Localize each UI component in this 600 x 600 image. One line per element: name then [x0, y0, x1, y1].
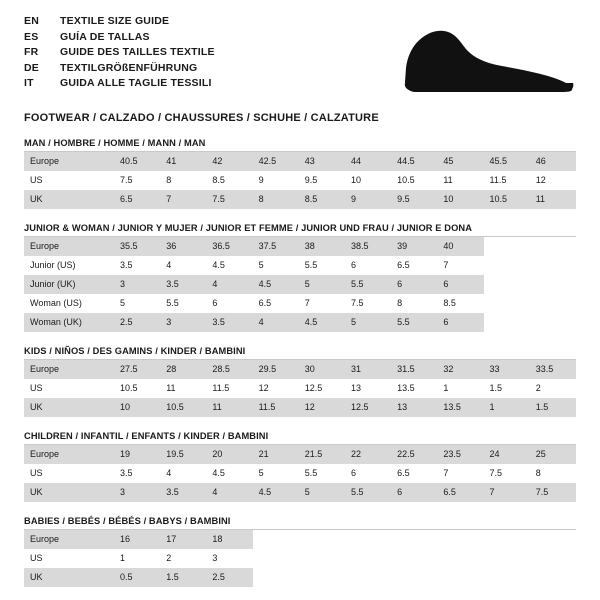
row-label: Europe — [24, 360, 114, 379]
size-cell: 5 — [253, 464, 299, 483]
size-cell — [484, 294, 530, 313]
size-cell: 21.5 — [299, 445, 345, 464]
size-cell: 31 — [345, 360, 391, 379]
size-table — [24, 445, 576, 502]
size-cell: 4.5 — [206, 256, 252, 275]
size-cell: 3.5 — [114, 464, 160, 483]
table-row — [24, 398, 576, 417]
size-cell: 7.5 — [114, 171, 160, 190]
table-row — [24, 568, 576, 587]
size-cell: 36 — [160, 237, 206, 256]
table-row — [24, 549, 576, 568]
row-label: Junior (US) — [24, 256, 114, 275]
row-label: UK — [24, 398, 114, 417]
size-cell: 16 — [114, 530, 160, 549]
size-cell: 7 — [160, 190, 206, 209]
size-cell: 43 — [299, 152, 345, 171]
size-cell: 23.5 — [437, 445, 483, 464]
size-cell — [391, 530, 437, 549]
table-row — [24, 379, 576, 398]
size-group-title: CHILDREN / INFANTIL / ENFANTS / KINDER / BAMBINI — [24, 431, 576, 445]
size-tables — [0, 138, 600, 587]
size-cell: 37.5 — [253, 237, 299, 256]
size-cell: 13 — [391, 398, 437, 417]
row-label: Europe — [24, 445, 114, 464]
size-cell: 35.5 — [114, 237, 160, 256]
size-group-title: KIDS / NIÑOS / DES GAMINS / KINDER / BAMBINI — [24, 346, 576, 360]
size-cell: 3.5 — [114, 256, 160, 275]
size-cell: 8.5 — [299, 190, 345, 209]
size-cell: 1.5 — [484, 379, 530, 398]
size-cell: 28 — [160, 360, 206, 379]
size-cell: 8.5 — [206, 171, 252, 190]
size-cell: 5.5 — [345, 483, 391, 502]
table-row — [24, 237, 576, 256]
size-cell — [253, 530, 299, 549]
size-cell: 4 — [160, 464, 206, 483]
size-cell — [299, 549, 345, 568]
table-row — [24, 294, 576, 313]
size-cell — [484, 549, 530, 568]
size-cell: 2.5 — [114, 313, 160, 332]
size-cell: 6.5 — [114, 190, 160, 209]
size-cell — [391, 568, 437, 587]
size-group — [24, 138, 576, 209]
language-row — [24, 30, 215, 46]
size-cell: 6 — [391, 483, 437, 502]
size-cell — [437, 568, 483, 587]
table-row — [24, 171, 576, 190]
size-cell: 42.5 — [253, 152, 299, 171]
language-row — [24, 45, 215, 61]
size-cell — [530, 294, 576, 313]
size-cell: 27.5 — [114, 360, 160, 379]
size-cell: 7.5 — [530, 483, 576, 502]
size-cell: 6 — [206, 294, 252, 313]
size-cell: 3 — [206, 549, 252, 568]
size-cell: 4.5 — [206, 464, 252, 483]
size-cell: 13.5 — [437, 398, 483, 417]
size-cell: 6.5 — [437, 483, 483, 502]
size-cell: 4.5 — [253, 275, 299, 294]
size-cell: 11 — [530, 190, 576, 209]
size-cell — [530, 568, 576, 587]
row-label: US — [24, 171, 114, 190]
size-cell — [345, 530, 391, 549]
row-label: US — [24, 464, 114, 483]
size-cell: 9 — [253, 171, 299, 190]
table-row — [24, 313, 576, 332]
size-cell — [345, 549, 391, 568]
size-cell: 33.5 — [530, 360, 576, 379]
size-cell: 17 — [160, 530, 206, 549]
size-cell: 4 — [206, 275, 252, 294]
row-label: Europe — [24, 152, 114, 171]
size-cell: 1.5 — [530, 398, 576, 417]
row-label: UK — [24, 568, 114, 587]
size-cell — [253, 568, 299, 587]
page-title: FOOTWEAR / CALZADO / CHAUSSURES / SCHUHE / CALZATURE — [24, 112, 379, 124]
size-cell: 44 — [345, 152, 391, 171]
size-cell: 8 — [253, 190, 299, 209]
size-cell: 38 — [299, 237, 345, 256]
size-cell: 1 — [114, 549, 160, 568]
row-label: Woman (US) — [24, 294, 114, 313]
size-cell: 4.5 — [253, 483, 299, 502]
size-cell: 19.5 — [160, 445, 206, 464]
size-cell: 32 — [437, 360, 483, 379]
size-cell: 12.5 — [345, 398, 391, 417]
row-label: Europe — [24, 530, 114, 549]
size-cell — [484, 237, 530, 256]
size-cell: 11 — [160, 379, 206, 398]
size-cell: 6 — [345, 256, 391, 275]
language-title-list — [24, 14, 215, 92]
size-cell — [530, 256, 576, 275]
size-cell: 7 — [437, 256, 483, 275]
size-cell: 5.5 — [160, 294, 206, 313]
size-cell: 5.5 — [391, 313, 437, 332]
row-label: Europe — [24, 237, 114, 256]
size-cell: 6 — [437, 275, 483, 294]
size-cell: 4 — [160, 256, 206, 275]
language-code: ES — [24, 30, 39, 43]
size-cell: 28.5 — [206, 360, 252, 379]
table-row — [24, 275, 576, 294]
size-cell — [530, 549, 576, 568]
size-cell: 45 — [437, 152, 483, 171]
size-cell — [391, 549, 437, 568]
size-cell: 18 — [206, 530, 252, 549]
size-group-title: JUNIOR & WOMAN / JUNIOR Y MUJER / JUNIOR ET FEMME / JUNIOR UND FRAU / JUNIOR E DONA — [24, 223, 576, 237]
size-cell: 40 — [437, 237, 483, 256]
table-row — [24, 483, 576, 502]
table-row — [24, 445, 576, 464]
size-cell: 11 — [206, 398, 252, 417]
language-title: TEXTILE SIZE GUIDE — [60, 15, 170, 27]
size-cell: 25 — [530, 445, 576, 464]
size-cell — [253, 549, 299, 568]
size-cell: 31.5 — [391, 360, 437, 379]
size-cell: 6 — [437, 313, 483, 332]
row-label: UK — [24, 190, 114, 209]
row-label: UK — [24, 483, 114, 502]
size-cell: 1 — [437, 379, 483, 398]
size-cell: 10.5 — [484, 190, 530, 209]
size-cell — [437, 530, 483, 549]
size-cell: 5.5 — [299, 256, 345, 275]
size-cell: 36.5 — [206, 237, 252, 256]
size-cell — [484, 313, 530, 332]
language-code: IT — [24, 77, 34, 89]
size-group — [24, 346, 576, 417]
size-cell: 30 — [299, 360, 345, 379]
table-row — [24, 530, 576, 549]
size-cell: 2 — [160, 549, 206, 568]
size-cell — [530, 275, 576, 294]
size-cell — [299, 530, 345, 549]
size-table — [24, 530, 576, 587]
size-cell: 20 — [206, 445, 252, 464]
size-cell: 4 — [253, 313, 299, 332]
size-cell: 8 — [391, 294, 437, 313]
size-cell: 1 — [484, 398, 530, 417]
size-table — [24, 152, 576, 209]
size-cell: 2.5 — [206, 568, 252, 587]
size-cell: 11 — [437, 171, 483, 190]
size-cell: 3.5 — [206, 313, 252, 332]
size-cell — [530, 313, 576, 332]
size-cell: 7.5 — [484, 464, 530, 483]
language-title: GUÍA DE TALLAS — [60, 30, 150, 43]
size-cell: 6.5 — [253, 294, 299, 313]
language-title: GUIDA ALLE TAGLIE TESSILI — [60, 77, 212, 89]
size-cell: 5.5 — [345, 275, 391, 294]
size-cell: 24 — [484, 445, 530, 464]
size-cell: 6.5 — [391, 464, 437, 483]
size-cell: 33 — [484, 360, 530, 379]
size-cell: 7.5 — [345, 294, 391, 313]
table-row — [24, 256, 576, 275]
row-label: Junior (UK) — [24, 275, 114, 294]
language-row — [24, 61, 215, 77]
size-cell: 41 — [160, 152, 206, 171]
table-row — [24, 464, 576, 483]
size-cell: 11.5 — [484, 171, 530, 190]
size-cell: 39 — [391, 237, 437, 256]
size-cell — [345, 568, 391, 587]
size-cell — [299, 568, 345, 587]
size-cell: 4.5 — [299, 313, 345, 332]
size-cell: 0.5 — [114, 568, 160, 587]
size-cell: 38.5 — [345, 237, 391, 256]
size-group-title: BABIES / BEBÉS / BÉBÉS / BABYS / BAMBINI — [24, 516, 576, 530]
page-header — [0, 0, 600, 104]
size-cell: 11.5 — [253, 398, 299, 417]
size-cell: 7 — [484, 483, 530, 502]
language-code: FR — [24, 46, 39, 58]
language-row — [24, 14, 215, 30]
size-cell: 10 — [437, 190, 483, 209]
size-cell — [530, 530, 576, 549]
table-row — [24, 152, 576, 171]
size-cell: 6 — [391, 275, 437, 294]
language-row — [24, 76, 215, 92]
size-cell: 4 — [206, 483, 252, 502]
size-cell: 19 — [114, 445, 160, 464]
size-cell: 9.5 — [299, 171, 345, 190]
size-cell: 5 — [114, 294, 160, 313]
size-cell: 10 — [345, 171, 391, 190]
table-row — [24, 360, 576, 379]
size-cell: 21 — [253, 445, 299, 464]
size-cell: 44.5 — [391, 152, 437, 171]
size-cell: 3 — [160, 313, 206, 332]
language-code: EN — [24, 15, 39, 27]
size-cell: 8 — [160, 171, 206, 190]
size-table — [24, 360, 576, 417]
size-cell: 3 — [114, 275, 160, 294]
size-cell: 2 — [530, 379, 576, 398]
size-cell — [530, 237, 576, 256]
size-cell: 1.5 — [160, 568, 206, 587]
size-cell: 6 — [345, 464, 391, 483]
size-cell — [484, 275, 530, 294]
size-cell: 12 — [299, 398, 345, 417]
dress-shoe-icon — [398, 22, 578, 98]
size-cell: 9.5 — [391, 190, 437, 209]
size-cell: 9 — [345, 190, 391, 209]
size-cell: 11.5 — [206, 379, 252, 398]
size-cell: 7 — [299, 294, 345, 313]
size-cell: 40.5 — [114, 152, 160, 171]
size-cell: 13 — [345, 379, 391, 398]
row-label: US — [24, 549, 114, 568]
size-group — [24, 223, 576, 332]
size-cell — [484, 530, 530, 549]
size-group — [24, 431, 576, 502]
row-label: Woman (UK) — [24, 313, 114, 332]
language-title: GUIDE DES TAILLES TEXTILE — [60, 46, 215, 58]
size-cell: 5 — [299, 275, 345, 294]
row-label: US — [24, 379, 114, 398]
size-cell: 5 — [253, 256, 299, 275]
size-cell: 3 — [114, 483, 160, 502]
size-cell — [437, 549, 483, 568]
size-cell: 10.5 — [114, 379, 160, 398]
size-cell: 8 — [530, 464, 576, 483]
size-cell: 29.5 — [253, 360, 299, 379]
size-group-title: MAN / HOMBRE / HOMME / MANN / MAN — [24, 138, 576, 152]
size-cell: 46 — [530, 152, 576, 171]
size-cell: 7 — [437, 464, 483, 483]
language-code: DE — [24, 61, 39, 74]
size-cell: 7.5 — [206, 190, 252, 209]
size-cell: 8.5 — [437, 294, 483, 313]
size-cell: 10.5 — [391, 171, 437, 190]
size-cell: 22.5 — [391, 445, 437, 464]
size-cell: 10 — [114, 398, 160, 417]
size-cell: 3.5 — [160, 483, 206, 502]
size-cell: 42 — [206, 152, 252, 171]
size-cell — [484, 256, 530, 275]
size-cell: 22 — [345, 445, 391, 464]
size-cell: 12 — [253, 379, 299, 398]
table-row — [24, 190, 576, 209]
size-cell: 10.5 — [160, 398, 206, 417]
language-title: TEXTILGRÖßENFÜHRUNG — [60, 61, 198, 74]
size-table — [24, 237, 576, 332]
size-cell: 5.5 — [299, 464, 345, 483]
size-cell: 13.5 — [391, 379, 437, 398]
size-cell: 12.5 — [299, 379, 345, 398]
size-cell — [484, 568, 530, 587]
size-cell: 5 — [299, 483, 345, 502]
size-cell: 3.5 — [160, 275, 206, 294]
size-cell: 5 — [345, 313, 391, 332]
size-cell: 6.5 — [391, 256, 437, 275]
size-group — [24, 516, 576, 587]
size-cell: 12 — [530, 171, 576, 190]
size-cell: 45.5 — [484, 152, 530, 171]
